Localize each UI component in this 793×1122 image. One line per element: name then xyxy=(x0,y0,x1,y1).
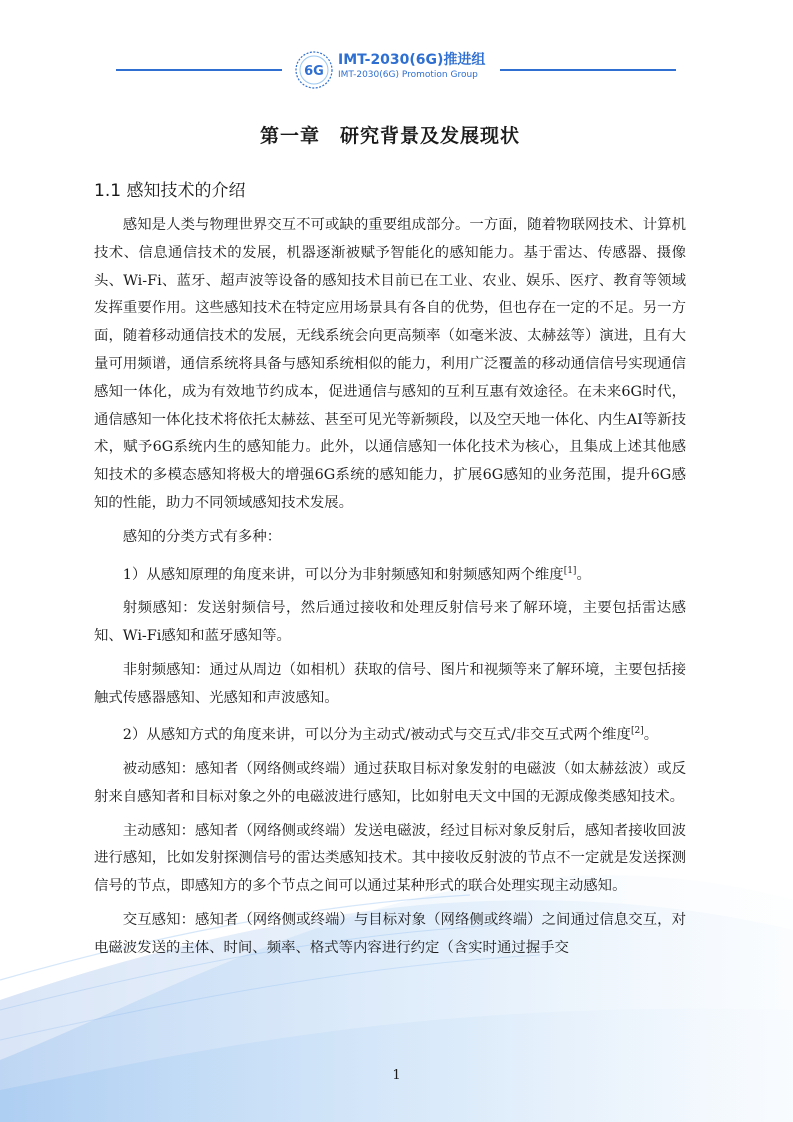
citation-ref[interactable]: [1] xyxy=(563,565,577,576)
header-rule-right xyxy=(500,69,676,71)
paragraph: 感知的分类方式有多种： xyxy=(122,528,282,545)
chapter-title: 第一章 研究背景及发展现状 xyxy=(259,125,520,147)
imt2030-logo-icon xyxy=(294,50,334,90)
org-name-cn: IMT-2030(6G)推进组 xyxy=(338,52,486,68)
paragraph: 主动感知：感知者（网络侧或终端）发送电磁波，经过目标对象反射后，感知者接收回波进行感知，比如发射探测信号的雷达类感知技术。其中接收反射波的节点不一定就是发送探测信号的节点，即感知方的多个节点之间可以通过某种形式的联合处理实现主动感知。 xyxy=(94,822,686,895)
paragraph: 1）从感知原理的角度来讲，可以分为非射频感知和射频感知两个维度[1]。 xyxy=(122,565,591,583)
paragraph: 感知是人类与物理世界交互不可或缺的重要组成部分。一方面，随着物联网技术、计算机技术、信息通信技术的发展，机器逐渐被赋予智能化的感知能力。基于雷达、传感器、摄像头、Wi-Fi、蓝牙、超声波等设备的感知技术目前已在工业、农业、娱乐、医疗、教育等领域发挥重要作用。这些感知技术在特定应用场景具有各自的优势，但也存在一定的不足。另一方面，随着移动通信技术的发展，无线系统会向更高频率（如毫米波、太赫兹等）演进，且有大量可用频谱，通信系统将具备与感知系统相似的能力，利用广泛覆盖的移动通信信号实现通信感知一体化，成为有效地节约成本，促进通信与感知的互利互惠有效途径。在未来6G时代，通信感知一体化技术将依托太赫兹、甚至可见光等新频段，以及空天地一体化、内生AI等新技术，赋予6G系统内生的感知能力。此外，以通信感知一体化技术为核心，且集成上述其他感知技术的多模态感知将极大的增强6G系统的感知能力，扩展6G感知的业务范围，提升6G感知的性能，助力不同领域感知技术发展。 xyxy=(94,217,686,511)
section-title: 1.1 感知技术的介绍 xyxy=(94,181,246,201)
paragraph: 2）从感知方式的角度来讲，可以分为主动式/被动式与交互式/非交互式两个维度[2]。 xyxy=(122,726,659,744)
paragraph: 射频感知：发送射频信号，然后通过接收和处理反射信号来了解环境，主要包括雷达感知、Wi-Fi感知和蓝牙感知等。 xyxy=(94,600,686,644)
paragraph: 交互感知：感知者（网络侧或终端）与目标对象（网络侧或终端）之间通过信息交互，对电磁波发送的主体、时间、频率、格式等内容进行约定（含实时通过握手交 xyxy=(94,911,686,956)
page-number: 1 xyxy=(392,1068,401,1083)
org-name-block xyxy=(338,52,485,81)
paragraph: 被动感知：感知者（网络侧或终端）通过获取目标对象发射的电磁波（如太赫兹波）或反射来自感知者和目标对象之外的电磁波进行感知，比如射电天文中国的无源成像类感知技术。 xyxy=(94,760,686,805)
header-rule-left xyxy=(116,69,282,71)
citation-ref[interactable]: [2] xyxy=(630,726,644,737)
org-name-en: IMT-2030(6G) Promotion Group xyxy=(338,70,478,80)
page-body xyxy=(94,122,686,969)
page-header xyxy=(0,44,793,94)
logo-text: 6G xyxy=(304,64,324,79)
paragraph: 非射频感知：通过从周边（如相机）获取的信号、图片和视频等来了解环境，主要包括接触式传感器感知、光感知和声波感知。 xyxy=(94,661,686,706)
